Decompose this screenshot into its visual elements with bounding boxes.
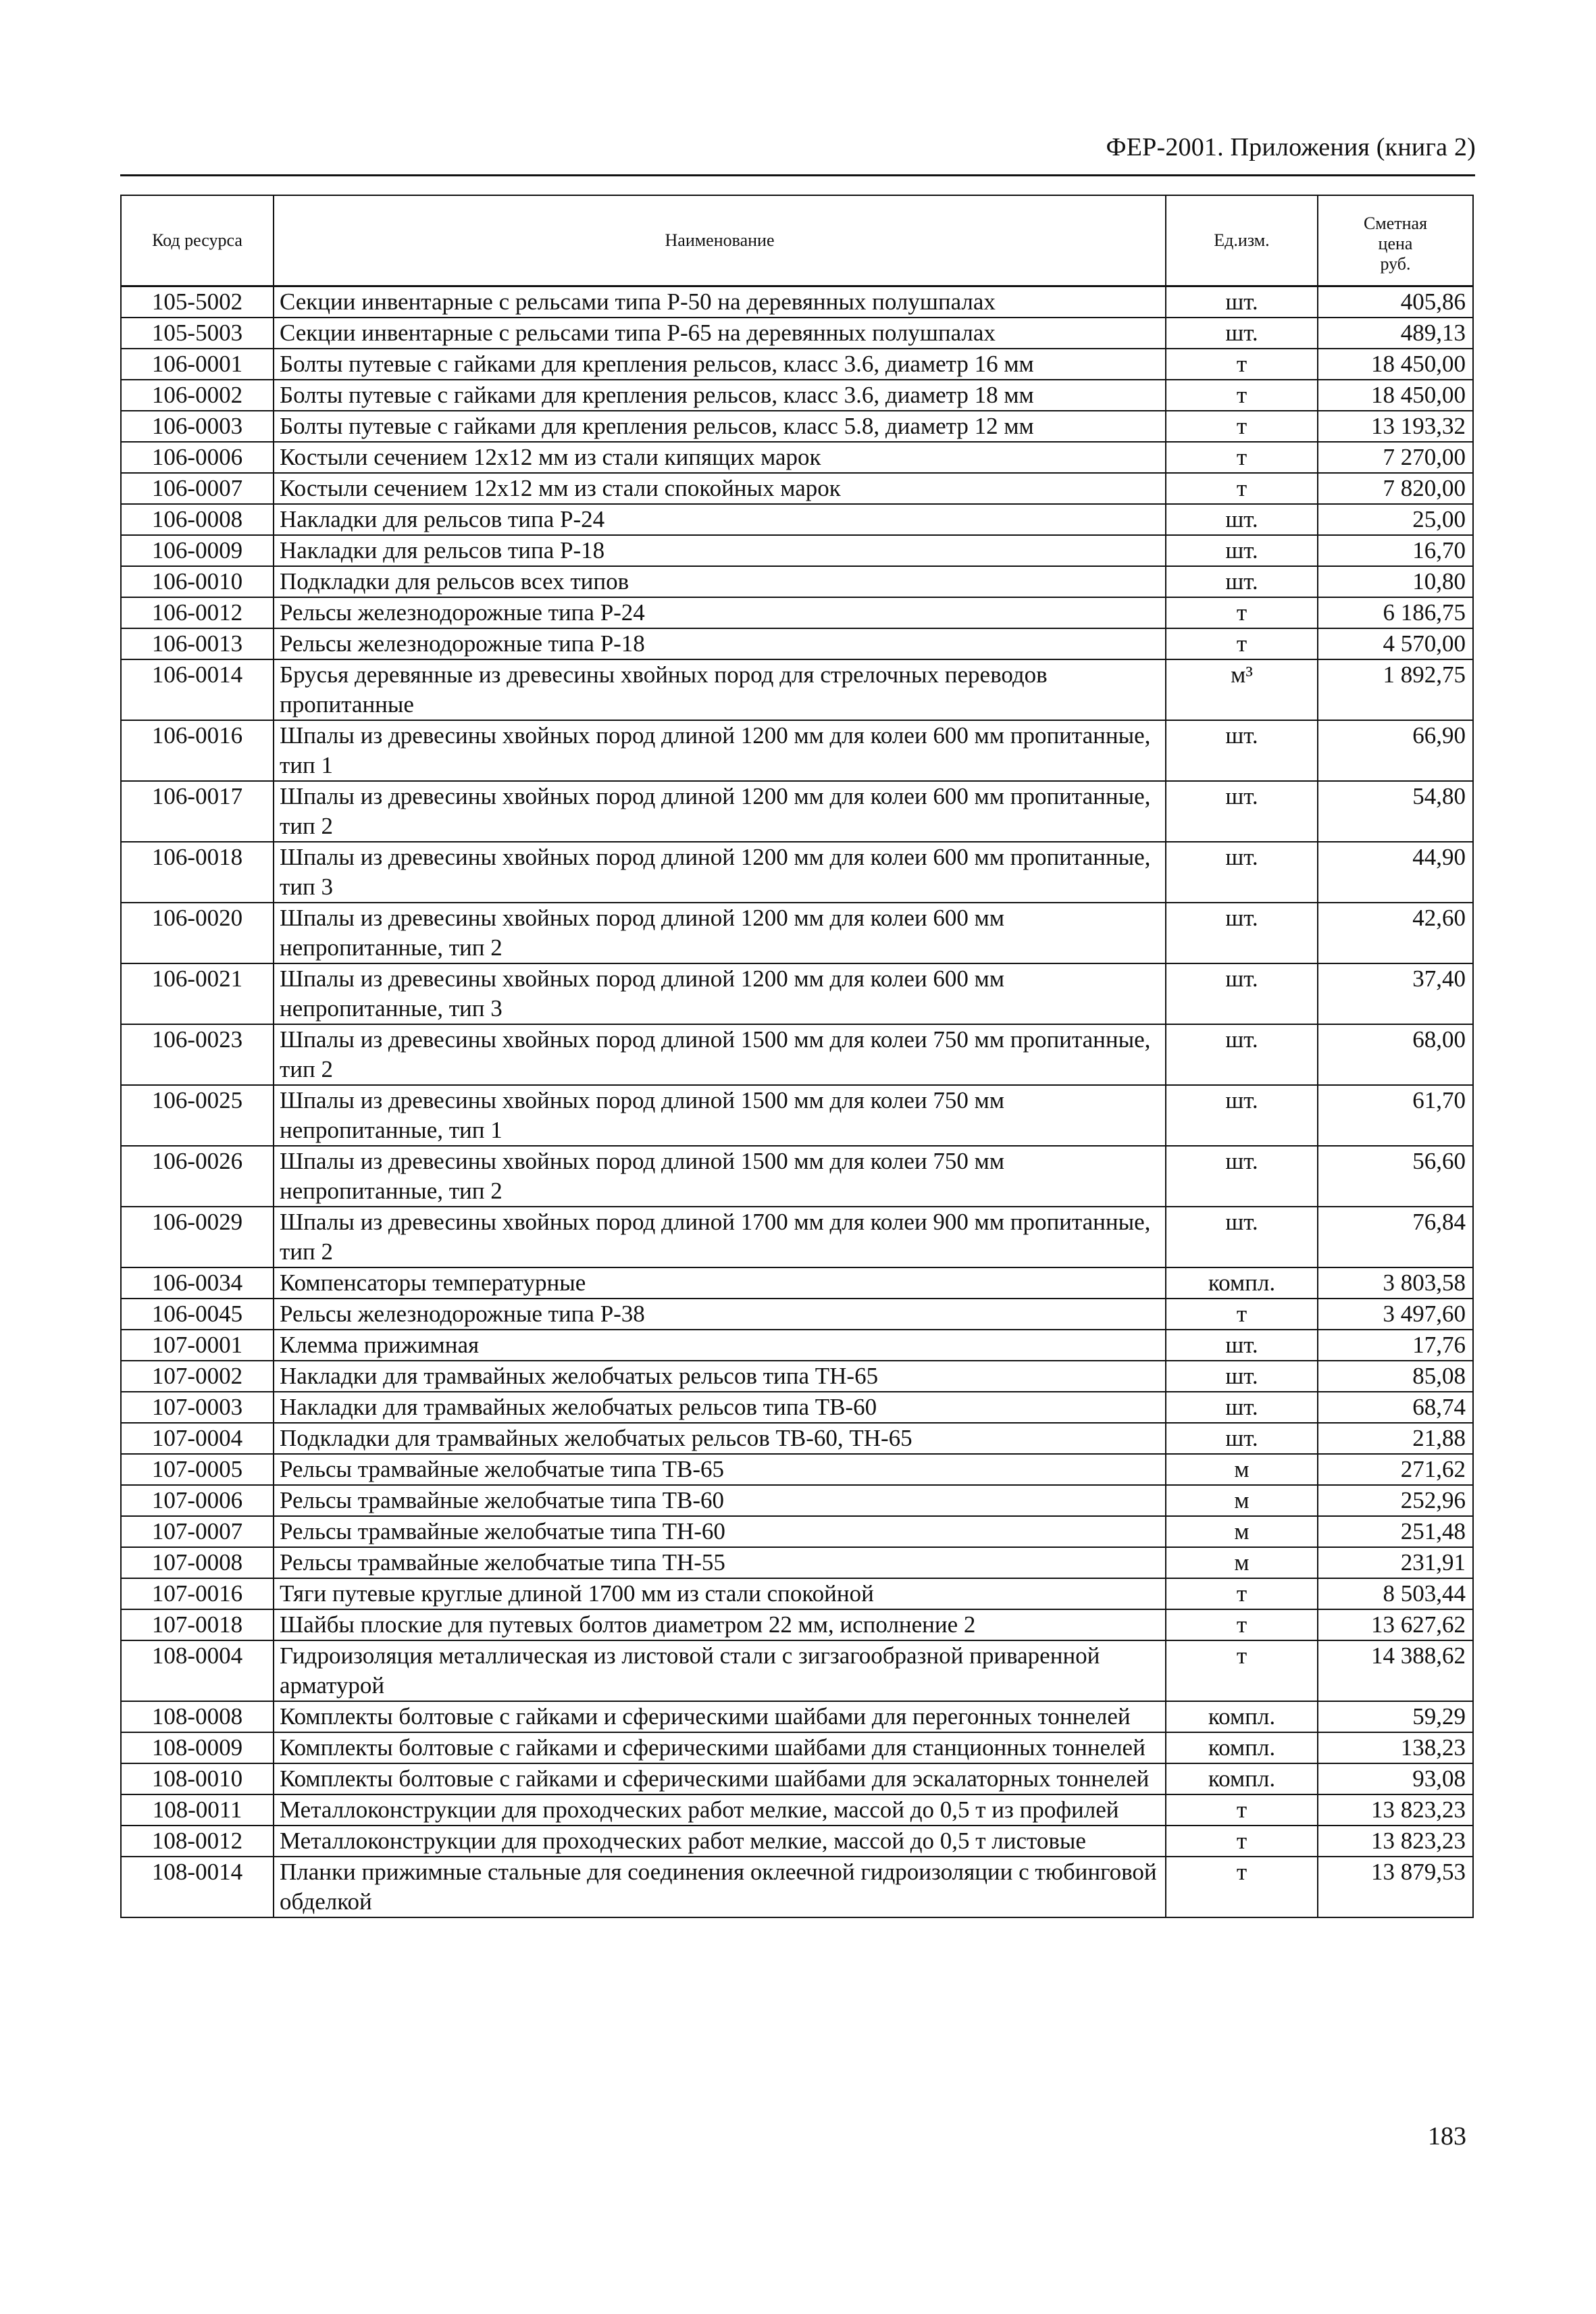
- unit-cell: т: [1166, 1609, 1318, 1640]
- price-cell: 68,00: [1318, 1024, 1473, 1085]
- price-cell: 271,62: [1318, 1454, 1473, 1485]
- resource-code-cell: 106-0014: [121, 659, 274, 720]
- table-row: [121, 1516, 1473, 1547]
- unit-cell: м³: [1166, 659, 1318, 720]
- resource-name-cell: Шпалы из древесины хвойных пород длиной 1200 мм для колеи 600 мм непропитанные, тип 2: [274, 903, 1166, 963]
- resource-code-cell: 108-0010: [121, 1763, 274, 1794]
- resource-code-cell: 105-5002: [121, 286, 274, 318]
- price-cell: 13 823,23: [1318, 1794, 1473, 1826]
- unit-cell: шт.: [1166, 1085, 1318, 1146]
- price-cell: 16,70: [1318, 535, 1473, 566]
- resource-name-cell: Гидроизоляция металлическая из листовой стали с зигзагообразной приваренной арматурой: [274, 1640, 1166, 1701]
- price-cell: 76,84: [1318, 1207, 1473, 1267]
- resource-name-cell: Тяги путевые круглые длиной 1700 мм из стали спокойной: [274, 1578, 1166, 1609]
- resource-name-cell: Рельсы железнодорожные типа Р-38: [274, 1299, 1166, 1330]
- table-row: [121, 1392, 1473, 1423]
- resource-name-cell: Шпалы из древесины хвойных пород длиной 1500 мм для колеи 750 мм непропитанные, тип 1: [274, 1085, 1166, 1146]
- resource-code-cell: 107-0018: [121, 1609, 274, 1640]
- resource-name-cell: Планки прижимные стальные для соединения оклеечной гидроизоляции с тюбинговой обделкой: [274, 1857, 1166, 1917]
- unit-cell: шт.: [1166, 1207, 1318, 1267]
- table-row: [121, 318, 1473, 349]
- price-cell: 17,76: [1318, 1330, 1473, 1361]
- resource-code-cell: 106-0016: [121, 720, 274, 781]
- resource-name-cell: Комплекты болтовые с гайками и сферическими шайбами для эскалаторных тоннелей: [274, 1763, 1166, 1794]
- table-row: [121, 842, 1473, 903]
- resource-name-cell: Рельсы железнодорожные типа Р-24: [274, 597, 1166, 628]
- resource-code-cell: 108-0009: [121, 1732, 274, 1763]
- resource-code-cell: 107-0006: [121, 1485, 274, 1516]
- resource-code-cell: 106-0009: [121, 535, 274, 566]
- resource-code-cell: 108-0008: [121, 1701, 274, 1732]
- price-cell: 231,91: [1318, 1547, 1473, 1578]
- unit-cell: шт.: [1166, 566, 1318, 597]
- table-row: [121, 1361, 1473, 1392]
- unit-cell: т: [1166, 1857, 1318, 1917]
- unit-cell: т: [1166, 473, 1318, 504]
- column-header-price-line-2: цена: [1378, 234, 1413, 253]
- price-cell: 44,90: [1318, 842, 1473, 903]
- column-header-code: Код ресурса: [121, 195, 274, 286]
- resource-code-cell: 106-0023: [121, 1024, 274, 1085]
- unit-cell: шт.: [1166, 318, 1318, 349]
- price-cell: 59,29: [1318, 1701, 1473, 1732]
- resource-name-cell: Болты путевые с гайками для крепления рельсов, класс 3.6, диаметр 18 мм: [274, 380, 1166, 411]
- table-row: [121, 1794, 1473, 1826]
- price-cell: 251,48: [1318, 1516, 1473, 1547]
- unit-cell: шт.: [1166, 1024, 1318, 1085]
- resource-code-cell: 107-0003: [121, 1392, 274, 1423]
- table-row: [121, 1423, 1473, 1454]
- resource-name-cell: Брусья деревянные из древесины хвойных пород для стрелочных переводов пропитанные: [274, 659, 1166, 720]
- price-cell: 7 270,00: [1318, 442, 1473, 473]
- table-row: [121, 1578, 1473, 1609]
- resource-code-cell: 106-0029: [121, 1207, 274, 1267]
- table-row: [121, 1701, 1473, 1732]
- resource-name-cell: Рельсы трамвайные желобчатые типа ТВ-65: [274, 1454, 1166, 1485]
- resource-name-cell: Накладки для трамвайных желобчатых рельсов типа ТВ-60: [274, 1392, 1166, 1423]
- table-row: [121, 380, 1473, 411]
- table-header-row: [121, 195, 1473, 286]
- unit-cell: м: [1166, 1547, 1318, 1578]
- resource-name-cell: Костыли сечением 12x12 мм из стали кипящих марок: [274, 442, 1166, 473]
- price-cell: 13 193,32: [1318, 411, 1473, 442]
- resource-code-cell: 107-0007: [121, 1516, 274, 1547]
- resource-name-cell: Шпалы из древесины хвойных пород длиной 1500 мм для колеи 750 мм пропитанные, тип 2: [274, 1024, 1166, 1085]
- price-cell: 3 803,58: [1318, 1267, 1473, 1299]
- unit-cell: т: [1166, 628, 1318, 659]
- unit-cell: т: [1166, 442, 1318, 473]
- resource-name-cell: Рельсы железнодорожные типа Р-18: [274, 628, 1166, 659]
- unit-cell: шт.: [1166, 781, 1318, 842]
- price-cell: 489,13: [1318, 318, 1473, 349]
- resource-name-cell: Накладки для рельсов типа Р-24: [274, 504, 1166, 535]
- resource-code-cell: 106-0010: [121, 566, 274, 597]
- unit-cell: шт.: [1166, 1361, 1318, 1392]
- resource-name-cell: Болты путевые с гайками для крепления рельсов, класс 3.6, диаметр 16 мм: [274, 349, 1166, 380]
- unit-cell: компл.: [1166, 1267, 1318, 1299]
- resource-name-cell: Компенсаторы температурные: [274, 1267, 1166, 1299]
- table-row: [121, 1640, 1473, 1701]
- price-cell: 18 450,00: [1318, 349, 1473, 380]
- unit-cell: шт.: [1166, 720, 1318, 781]
- unit-cell: т: [1166, 1299, 1318, 1330]
- resource-name-cell: Шпалы из древесины хвойных пород длиной 1500 мм для колеи 750 мм непропитанные, тип 2: [274, 1146, 1166, 1207]
- resource-name-cell: Рельсы трамвайные желобчатые типа ТН-60: [274, 1516, 1166, 1547]
- resource-name-cell: Шпалы из древесины хвойных пород длиной 1200 мм для колеи 600 мм пропитанные, тип 2: [274, 781, 1166, 842]
- unit-cell: шт.: [1166, 842, 1318, 903]
- page-number: 183: [1428, 2122, 1466, 2150]
- table-row: [121, 903, 1473, 963]
- table-row: [121, 442, 1473, 473]
- price-cell: 13 823,23: [1318, 1826, 1473, 1857]
- unit-cell: т: [1166, 411, 1318, 442]
- resource-code-cell: 106-0003: [121, 411, 274, 442]
- resource-name-cell: Шайбы плоские для путевых болтов диаметром 22 мм, исполнение 2: [274, 1609, 1166, 1640]
- price-cell: 14 388,62: [1318, 1640, 1473, 1701]
- table-row: [121, 504, 1473, 535]
- resource-code-cell: 106-0018: [121, 842, 274, 903]
- resource-code-cell: 106-0006: [121, 442, 274, 473]
- table-row: [121, 411, 1473, 442]
- table-row: [121, 1267, 1473, 1299]
- price-cell: 4 570,00: [1318, 628, 1473, 659]
- unit-cell: шт.: [1166, 1146, 1318, 1207]
- resource-code-cell: 108-0012: [121, 1826, 274, 1857]
- resource-name-cell: Шпалы из древесины хвойных пород длиной 1200 мм для колеи 600 мм непропитанные, тип 3: [274, 963, 1166, 1024]
- price-cell: 7 820,00: [1318, 473, 1473, 504]
- resource-name-cell: Шпалы из древесины хвойных пород длиной 1200 мм для колеи 600 мм пропитанные, тип 3: [274, 842, 1166, 903]
- resource-code-cell: 108-0014: [121, 1857, 274, 1917]
- resource-code-cell: 106-0020: [121, 903, 274, 963]
- column-header-price-line-3: руб.: [1380, 254, 1411, 274]
- price-cell: 138,23: [1318, 1732, 1473, 1763]
- unit-cell: т: [1166, 380, 1318, 411]
- table-row: [121, 597, 1473, 628]
- table-row: [121, 1085, 1473, 1146]
- table-row: [121, 1330, 1473, 1361]
- unit-cell: т: [1166, 1640, 1318, 1701]
- price-cell: 66,90: [1318, 720, 1473, 781]
- table-row: [121, 349, 1473, 380]
- table-row: [121, 1299, 1473, 1330]
- table-row: [121, 1732, 1473, 1763]
- resource-name-cell: Костыли сечением 12x12 мм из стали спокойных марок: [274, 473, 1166, 504]
- table-row: [121, 1609, 1473, 1640]
- column-header-price-line-1: Сметная: [1363, 213, 1428, 233]
- resource-name-cell: Шпалы из древесины хвойных пород длиной 1700 мм для колеи 900 мм пропитанные, тип 2: [274, 1207, 1166, 1267]
- unit-cell: т: [1166, 597, 1318, 628]
- unit-cell: т: [1166, 349, 1318, 380]
- column-header-name: Наименование: [274, 195, 1166, 286]
- unit-cell: т: [1166, 1794, 1318, 1826]
- price-cell: 93,08: [1318, 1763, 1473, 1794]
- price-cell: 18 450,00: [1318, 380, 1473, 411]
- price-cell: 1 892,75: [1318, 659, 1473, 720]
- table-row: [121, 1826, 1473, 1857]
- resource-code-cell: 108-0004: [121, 1640, 274, 1701]
- resource-name-cell: Накладки для рельсов типа Р-18: [274, 535, 1166, 566]
- resource-code-cell: 106-0034: [121, 1267, 274, 1299]
- table-row: [121, 566, 1473, 597]
- table-row: [121, 659, 1473, 720]
- resource-code-cell: 106-0008: [121, 504, 274, 535]
- price-cell: 37,40: [1318, 963, 1473, 1024]
- unit-cell: т: [1166, 1578, 1318, 1609]
- header-rule: [120, 174, 1475, 176]
- table-row: [121, 535, 1473, 566]
- unit-cell: компл.: [1166, 1763, 1318, 1794]
- resource-code-cell: 106-0002: [121, 380, 274, 411]
- table-row: [121, 1207, 1473, 1267]
- resource-code-cell: 108-0011: [121, 1794, 274, 1826]
- table-row: [121, 720, 1473, 781]
- price-cell: 6 186,75: [1318, 597, 1473, 628]
- resource-name-cell: Накладки для трамвайных желобчатых рельсов типа ТН-65: [274, 1361, 1166, 1392]
- table-row: [121, 473, 1473, 504]
- table-row: [121, 1024, 1473, 1085]
- price-cell: 68,74: [1318, 1392, 1473, 1423]
- unit-cell: шт.: [1166, 286, 1318, 318]
- column-header-price: [1318, 195, 1473, 286]
- resource-code-cell: 107-0016: [121, 1578, 274, 1609]
- resource-code-cell: 107-0005: [121, 1454, 274, 1485]
- unit-cell: т: [1166, 1826, 1318, 1857]
- unit-cell: шт.: [1166, 1423, 1318, 1454]
- resource-name-cell: Подкладки для трамвайных желобчатых рельсов ТВ-60, ТН-65: [274, 1423, 1166, 1454]
- unit-cell: шт.: [1166, 963, 1318, 1024]
- unit-cell: м: [1166, 1516, 1318, 1547]
- table-row: [121, 1857, 1473, 1917]
- resource-name-cell: Рельсы трамвайные желобчатые типа ТН-55: [274, 1547, 1166, 1578]
- table-row: [121, 1547, 1473, 1578]
- price-cell: 252,96: [1318, 1485, 1473, 1516]
- resource-code-cell: 107-0008: [121, 1547, 274, 1578]
- table-row: [121, 628, 1473, 659]
- price-cell: 405,86: [1318, 286, 1473, 318]
- price-cell: 56,60: [1318, 1146, 1473, 1207]
- price-cell: 85,08: [1318, 1361, 1473, 1392]
- resource-code-cell: 106-0017: [121, 781, 274, 842]
- price-cell: 61,70: [1318, 1085, 1473, 1146]
- resource-name-cell: Болты путевые с гайками для крепления рельсов, класс 5.8, диаметр 12 мм: [274, 411, 1166, 442]
- resource-name-cell: Металлоконструкции для проходческих работ мелкие, массой до 0,5 т из профилей: [274, 1794, 1166, 1826]
- resource-code-cell: 106-0026: [121, 1146, 274, 1207]
- price-cell: 8 503,44: [1318, 1578, 1473, 1609]
- column-header-unit: Ед.изм.: [1166, 195, 1318, 286]
- price-cell: 3 497,60: [1318, 1299, 1473, 1330]
- price-cell: 25,00: [1318, 504, 1473, 535]
- unit-cell: м: [1166, 1485, 1318, 1516]
- table-row: [121, 1485, 1473, 1516]
- unit-cell: шт.: [1166, 903, 1318, 963]
- resource-price-table: [120, 195, 1474, 1918]
- resource-code-cell: 106-0012: [121, 597, 274, 628]
- resource-name-cell: Секции инвентарные с рельсами типа Р-50 на деревянных полушпалах: [274, 286, 1166, 318]
- price-cell: 54,80: [1318, 781, 1473, 842]
- resource-name-cell: Подкладки для рельсов всех типов: [274, 566, 1166, 597]
- table-row: [121, 1454, 1473, 1485]
- resource-code-cell: 107-0004: [121, 1423, 274, 1454]
- document-header-title: ФЕР-2001. Приложения (книга 2): [1106, 133, 1476, 161]
- unit-cell: шт.: [1166, 1392, 1318, 1423]
- resource-code-cell: 106-0025: [121, 1085, 274, 1146]
- resource-code-cell: 106-0045: [121, 1299, 274, 1330]
- resource-code-cell: 107-0002: [121, 1361, 274, 1392]
- resource-name-cell: Секции инвентарные с рельсами типа Р-65 на деревянных полушпалах: [274, 318, 1166, 349]
- resource-code-cell: 106-0021: [121, 963, 274, 1024]
- resource-name-cell: Комплекты болтовые с гайками и сферическими шайбами для станционных тоннелей: [274, 1732, 1166, 1763]
- unit-cell: шт.: [1166, 535, 1318, 566]
- price-cell: 10,80: [1318, 566, 1473, 597]
- resource-name-cell: Шпалы из древесины хвойных пород длиной 1200 мм для колеи 600 мм пропитанные, тип 1: [274, 720, 1166, 781]
- resource-name-cell: Рельсы трамвайные желобчатые типа ТВ-60: [274, 1485, 1166, 1516]
- table-row: [121, 781, 1473, 842]
- unit-cell: компл.: [1166, 1732, 1318, 1763]
- unit-cell: компл.: [1166, 1701, 1318, 1732]
- table-row: [121, 963, 1473, 1024]
- resource-code-cell: 107-0001: [121, 1330, 274, 1361]
- price-cell: 13 879,53: [1318, 1857, 1473, 1917]
- unit-cell: шт.: [1166, 504, 1318, 535]
- resource-code-cell: 106-0001: [121, 349, 274, 380]
- price-cell: 21,88: [1318, 1423, 1473, 1454]
- unit-cell: шт.: [1166, 1330, 1318, 1361]
- table-row: [121, 286, 1473, 318]
- table-row: [121, 1146, 1473, 1207]
- resource-name-cell: Комплекты болтовые с гайками и сферическими шайбами для перегонных тоннелей: [274, 1701, 1166, 1732]
- unit-cell: м: [1166, 1454, 1318, 1485]
- table-row: [121, 1763, 1473, 1794]
- price-cell: 13 627,62: [1318, 1609, 1473, 1640]
- table-body: [121, 286, 1473, 1918]
- resource-name-cell: Клемма прижимная: [274, 1330, 1166, 1361]
- resource-name-cell: Металлоконструкции для проходческих работ мелкие, массой до 0,5 т листовые: [274, 1826, 1166, 1857]
- resource-code-cell: 105-5003: [121, 318, 274, 349]
- resource-code-cell: 106-0007: [121, 473, 274, 504]
- price-cell: 42,60: [1318, 903, 1473, 963]
- resource-code-cell: 106-0013: [121, 628, 274, 659]
